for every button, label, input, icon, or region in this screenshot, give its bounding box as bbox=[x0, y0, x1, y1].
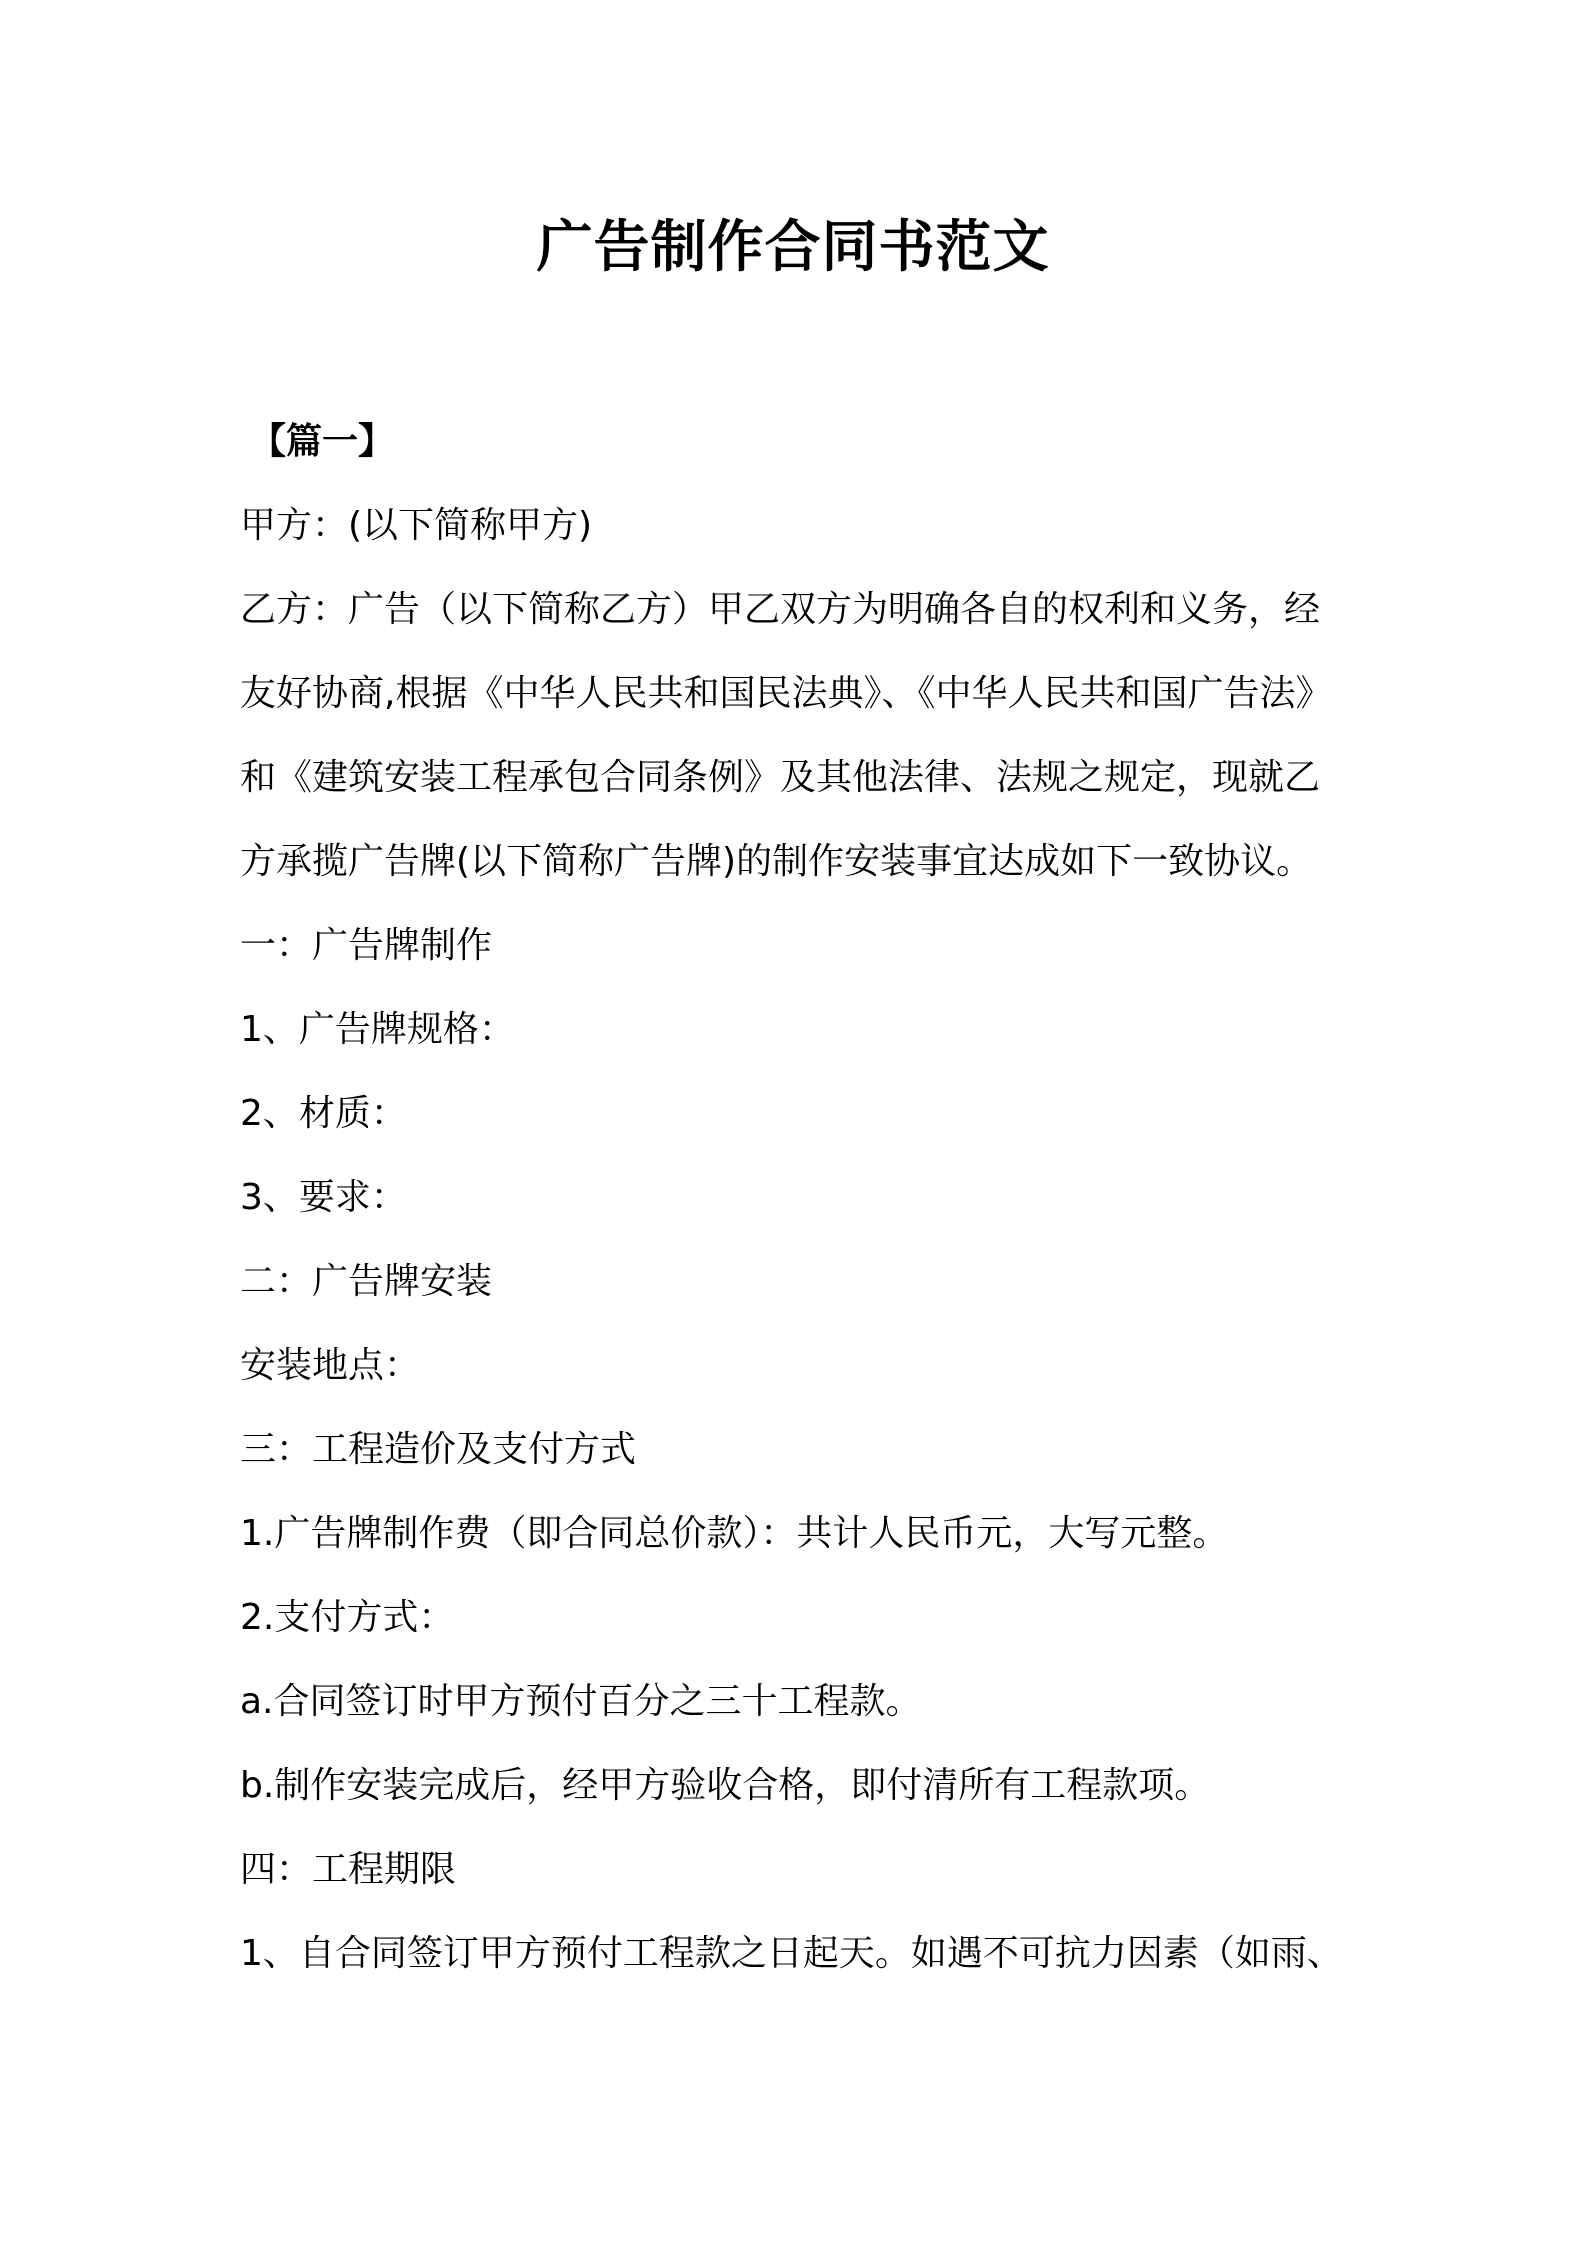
clause-heading: 三：工程造价及支付方式 bbox=[240, 1429, 637, 1470]
body-line: 安装地点： bbox=[240, 1345, 421, 1386]
body-line: b.制作安装完成后，经甲方验收合格，即付清所有工程款项。 bbox=[240, 1765, 1211, 1806]
body-line: 1、自合同签订甲方预付工程款之日起天。如遇不可抗力因素（如雨、 bbox=[240, 1933, 1343, 1974]
body-line: a.合同签订时甲方预付百分之三十工程款。 bbox=[240, 1681, 922, 1722]
body-line: 2、材质： bbox=[240, 1093, 407, 1134]
body-line: 友好协商,根据《中华人民共和国民法典》、《中华人民共和国广告法》 bbox=[240, 673, 1332, 714]
document-title: 广告制作合同书范文 bbox=[536, 215, 1050, 280]
body-line: 1、广告牌规格： bbox=[240, 1009, 515, 1050]
body-line: 2.支付方式： bbox=[240, 1597, 455, 1638]
body-line: 3、要求： bbox=[240, 1177, 407, 1218]
section-heading: 【篇一】 bbox=[250, 421, 395, 462]
body-line: 方承揽广告牌(以下简称广告牌)的制作安装事宜达成如下一致协议。 bbox=[240, 841, 1313, 882]
clause-heading: 二：广告牌安装 bbox=[240, 1261, 493, 1302]
body-line: 乙方：广告（以下简称乙方）甲乙双方为明确各自的权利和义务，经 bbox=[240, 589, 1321, 630]
body-line: 甲方：(以下简称甲方) bbox=[240, 505, 593, 546]
clause-heading: 四：工程期限 bbox=[240, 1849, 457, 1890]
clause-heading: 一：广告牌制作 bbox=[240, 925, 493, 966]
body-line: 和《建筑安装工程承包合同条例》及其他法律、法规之规定，现就乙 bbox=[240, 757, 1321, 798]
body-line: 1.广告牌制作费（即合同总价款）：共计人民币元，大写元整。 bbox=[240, 1513, 1229, 1554]
document-body bbox=[240, 400, 1360, 1996]
